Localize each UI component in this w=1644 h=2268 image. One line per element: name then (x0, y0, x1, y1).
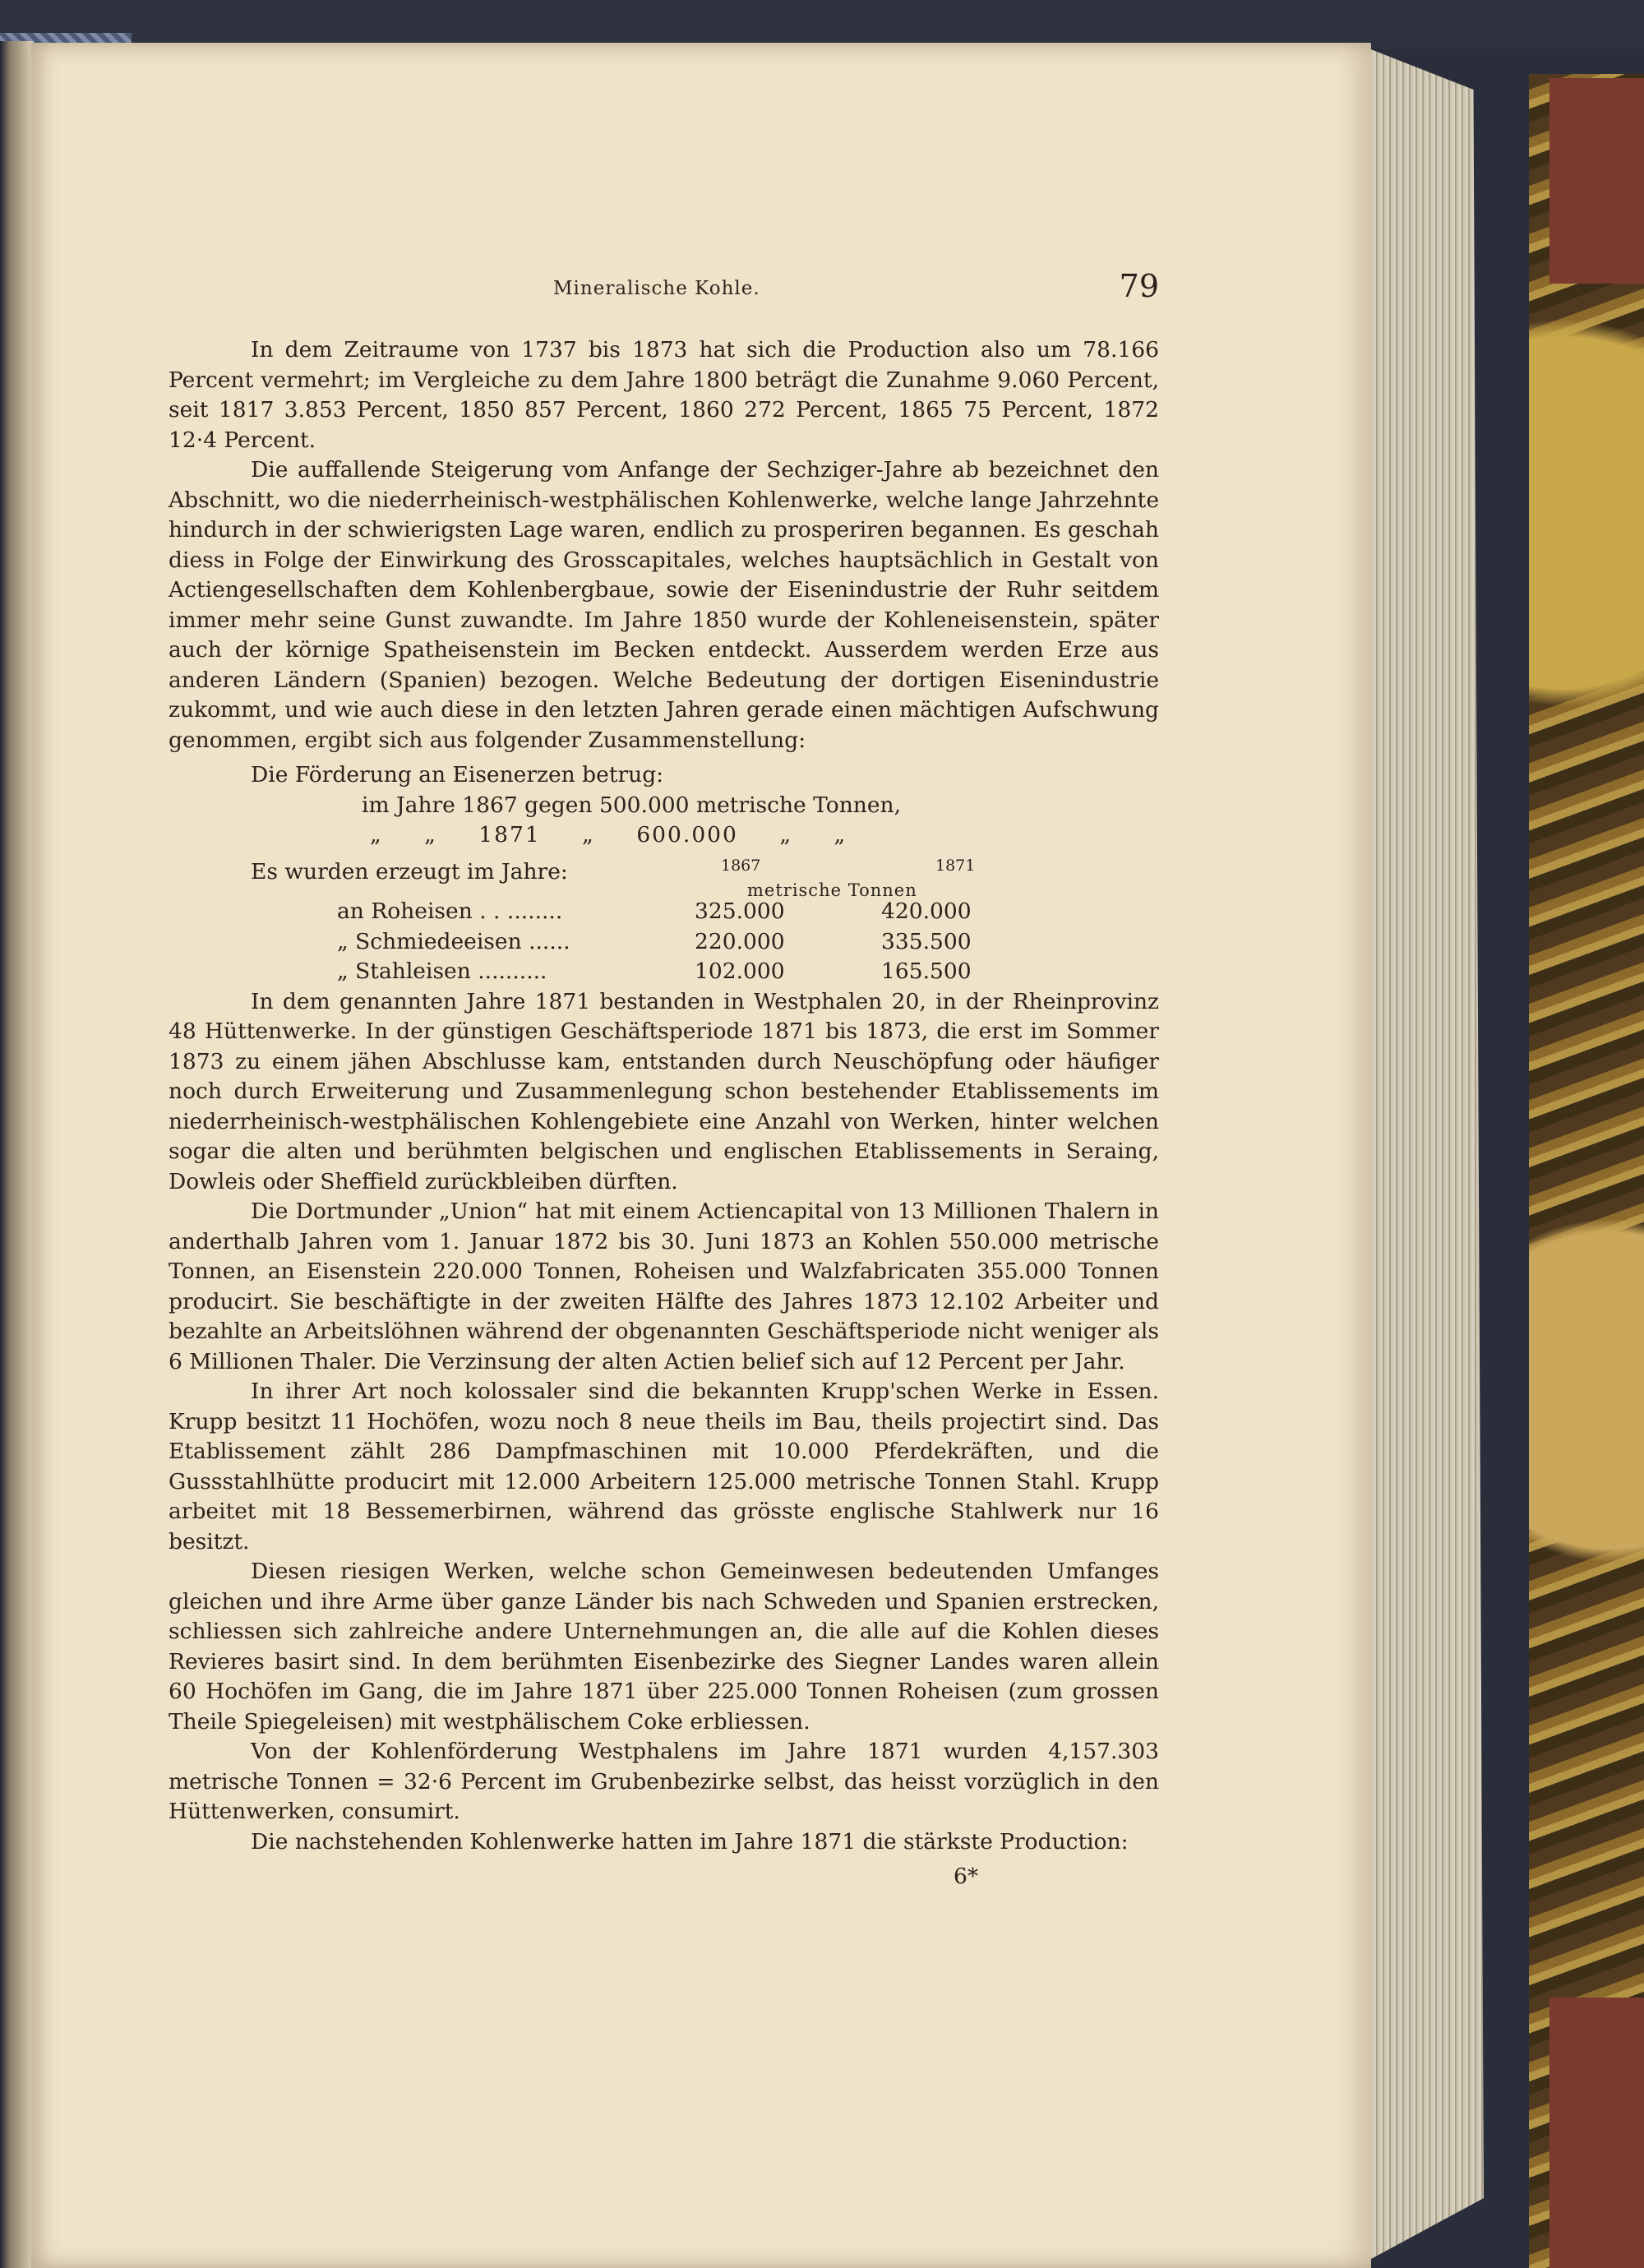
page-number: 79 (1119, 268, 1159, 304)
table-row (169, 957, 1159, 987)
value-1867: 325.000 (695, 898, 785, 924)
paragraph-4: Die Dortmunder „Union“ hat mit einem Actiencapital von 13 Millionen Thalern in anderthalb Jahren vom 1. Januar 1872 bis 30. Juni 1873 an Kohlen 550.000 metrische Tonnen, an Eisenstein 220.000 Tonnen, Roheisen und Walzfabricaten 355.000 Tonnen producirt. Sie beschäftigte in der zweiten Hälfte des Jahres 1873 12.102 Arbeiter und bezahlte an Arbeitslöhnen während der obgenannten Geschäftsperiode nicht weniger als 6 Millionen Thaler. Die Verzinsung der alten Actien belief sich auf 12 Percent per Jahr. (169, 1199, 1159, 1374)
value-1871: 335.500 (881, 928, 972, 954)
gutter-shadow (0, 41, 33, 2268)
scan-background (0, 0, 1644, 49)
unit-label: metrische Tonnen (747, 880, 917, 900)
marbled-cover (1529, 74, 1644, 2268)
ore-line-1871: „ „ 1871 „ 600.000 „ „ (370, 822, 847, 848)
value-1871: 420.000 (881, 898, 972, 924)
paragraph-1: In dem Zeitraume von 1737 bis 1873 hat sich die Production also um 78.166 Percent vermehrt; im Vergleiche zu dem Jahre 1800 beträgt die Zunahme 9.060 Percent, seit 1817 3.853 Percent, 1850 857 Percent, 1860 272 Percent, 1865 75 Percent, 1872 12·4 Percent. (169, 337, 1159, 453)
paragraph-6: Diesen riesigen Werken, welche schon Gemeinwesen bedeutenden Umfanges gleichen und ihre Arme über ganze Länder bis nach Schweden und Spanien erstrecken, schliessen sich zahlreiche andere Unternehmungen an, die alle auf die Kohlen dieses Revieres basirt sind. In dem berühmten Eisenbezirke des Siegner Landes waren allein 60 Hochöfen im Gang, die im Jahre 1871 über 225.000 Tonnen Roheisen (zum grossen Theile Spiegeleisen) mit westphälischem Coke erbliessen. (169, 1559, 1159, 1734)
ore-line-1867: im Jahre 1867 gegen 500.000 metrische Tonnen, (362, 792, 902, 818)
running-title: Mineralische Kohle. (553, 278, 760, 299)
unit-row (169, 875, 1159, 900)
paragraph-5: In ihrer Art noch kolossaler sind die bekannten Krupp'schen Werke in Essen. Krupp besitzt 11 Hochöfen, wozu noch 8 neue theils im Bau, theils projectirt sind. Das Etablissement zählt 286 Dampfmaschinen mit 10.000 Pferdekräften, und die Gussstahlhütte producirt mit 12.000 Arbeitern 125.000 metrische Tonnen Stahl. Krupp arbeitet mit 18 Bessemerbirnen, während das grösste englische Stahlwerk nur 16 besitzt. (169, 1379, 1159, 1554)
paragraph-2: Die auffallende Steigerung vom Anfange der Sechziger-Jahre ab bezeichnet den Abschnitt, wo die niederrheinisch-westphälischen Kohlenwerke, welche lange Jahrzehnte hindurch in der schwierigsten Lage waren, endlich zu prosperiren begannen. Es geschah diess in Folge der Einwirkung des Grosscapitales, welches hauptsächlich in Gestalt von Actiengesellschaften dem Kohlenbergbaue, sowie der Eisenindustrie der Ruhr seitdem immer mehr seine Gunst zuwandte. Im Jahre 1850 wurde der Kohleneisenstein, später auch der körnige Spatheisenstein im Becken entdeckt. Ausserdem werden Erze aus anderen Ländern (Spanien) bezogen. Welche Bedeutung der dortigen Eisenindustrie zukommt, und wie auch diese in den letzten Jahren gerade einen mächtigen Aufschwung genommen, ergibt sich aus folgender Zusammenstellung: (169, 457, 1159, 753)
production-label: Es wurden erzeugt im Jahre: (251, 858, 568, 885)
year-1867: 1867 (721, 856, 761, 875)
body-text (169, 335, 1159, 1892)
table-row (169, 927, 1159, 958)
page-header (169, 270, 1159, 306)
paragraph-3: In dem genannten Jahre 1871 bestanden in Westphalen 20, in der Rheinprovinz 48 Hüttenwerke. In der günstigen Geschäftsperiode 1871 bis 1873, die erst im Sommer 1873 zu einem jähen Abschlusse kam, entstanden durch Neuschöpfung oder häufiger noch durch Erweiterung und Zusammenlegung schon bestehender Etablissements im niederrheinisch-westphälischen Kohlengebiete eine Anzahl von Werken, hinter welchen sogar die alten und berühmten belgischen und englischen Etablissements in Seraing, Dowleis oder Sheffield zurückbleiben dürften. (169, 988, 1159, 1194)
row-name: „ Schmiedeeisen ...... (337, 928, 570, 954)
table-row (169, 897, 1159, 927)
year-1871: 1871 (935, 856, 976, 875)
ore-intro: Die Förderung an Eisenerzen betrug: (251, 762, 664, 788)
value-1871: 165.500 (881, 958, 972, 984)
value-1867: 220.000 (695, 928, 785, 954)
value-1867: 102.000 (695, 958, 785, 984)
row-name: an Roheisen . . ........ (337, 898, 563, 924)
paragraph-7: Von der Kohlenförderung Westphalens im Jahre 1871 wurden 4,157.303 metrische Tonnen = 32·6 Percent im Grubenbezirke selbst, das heisst vorzüglich in den Hüttenwerken, consumirt. (169, 1739, 1159, 1824)
row-name: „ Stahleisen .......... (337, 958, 547, 984)
signature-mark: 6* (954, 1864, 979, 1889)
paragraph-8: Die nachstehenden Kohlenwerke hatten im Jahre 1871 die stärkste Production: (251, 1828, 1129, 1855)
cover-cloth-bottom (1549, 1998, 1644, 2268)
cover-cloth-top (1549, 78, 1644, 284)
